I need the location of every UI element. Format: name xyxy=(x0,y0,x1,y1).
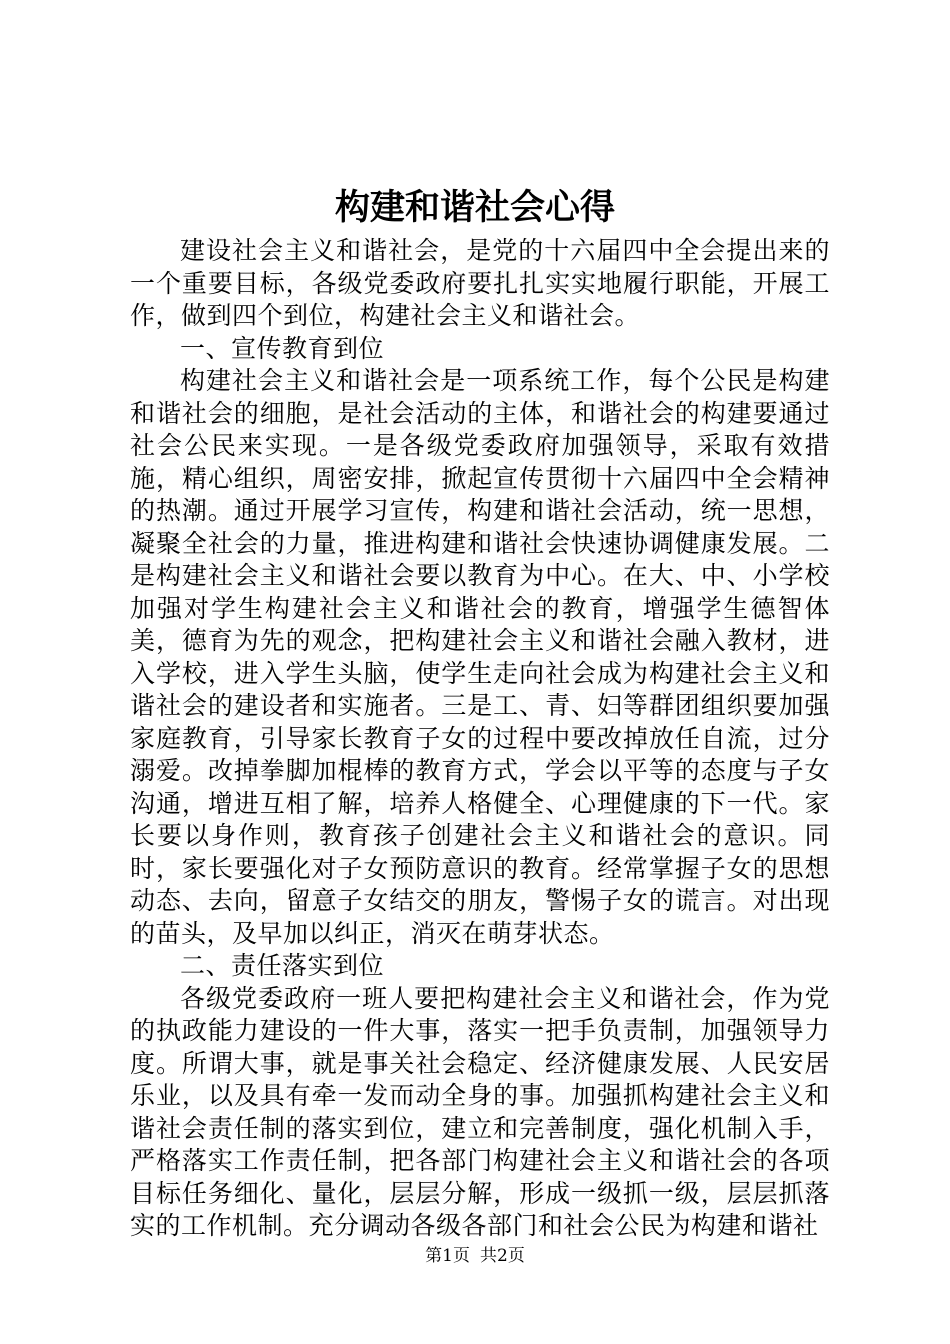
page-footer xyxy=(0,1244,950,1268)
page-number: 第1页 xyxy=(425,1246,470,1266)
paragraph-intro: 建设社会主义和谐社会，是党的十六届四中全会提出来的一个重要目标，各级党委政府要扎扎实实地履行职能，开展工作，做到四个到位，构建社会主义和谐社会。 xyxy=(130,236,830,330)
paragraph-section-2: 各级党委政府一班人要把构建社会主义和谐社会，作为党的执政能力建设的一件大事，落实一把手负责制，加强领导力度。所谓大事，就是事关社会稳定、经济健康发展、人民安居乐业，以及具有牵一发而动全身的事。加强抓构建社会主义和谐社会责任制的落实到位，建立和完善制度，强化机制入手，严格落实工作责任制，把各部门构建社会主义和谐社会的各项目标任务细化、量化，层层分解，形成一级抓一级，层层抓落实的工作机制。充分调动各级各部门和社会公民为构建和谐社 xyxy=(130,983,830,1240)
section-heading-2: 二、责任落实到位 xyxy=(180,951,385,980)
section-heading-1: 一、宣传教育到位 xyxy=(180,333,385,363)
document-body xyxy=(130,235,830,1243)
page-total: 共2页 xyxy=(480,1246,525,1266)
document-title: 构建和谐社会心得 xyxy=(334,187,615,228)
paragraph-section-1: 构建社会主义和谐社会是一项系统工作，每个公民是构建和谐社会的细胞，是社会活动的主体，和谐社会的构建要通过社会公民来实现。一是各级党委政府加强领导，采取有效措施，精心组织，周密安排，掀起宣传贯彻十六届四中全会精神的热潮。通过开展学习宣传，构建和谐社会活动，统一思想，凝聚全社会的力量，推进构建和谐社会快速协调健康发展。二是构建社会主义和谐社会要以教育为中心。在大、中、小学校加强对学生构建社会主义和谐社会的教育，增强学生德智体美，德育为先的观念，把构建社会主义和谐社会融入教材，进入学校，进入学生头脑，使学生走向社会成为构建社会主义和谐社会的建设者和实施者。三是工、青、妇等群团组织要加强家庭教育，引导家长教育子女的过程中要改掉放任自流，过分溺爱。改掉拳脚加棍棒的教育方式，学会以平等的态度与子女沟通，增进互相了解，培养人格健全、心理健康的下一代。家长要以身作则，教育孩子创建社会主义和谐社会的意识。同时，家长要强化对子女预防意识的教育。经常掌握子女的思想动态、去向，留意子女结交的朋友，警惕子女的谎言。对出现的苗头，及早加以纠正，消灭在萌芽状态。 xyxy=(130,366,830,948)
